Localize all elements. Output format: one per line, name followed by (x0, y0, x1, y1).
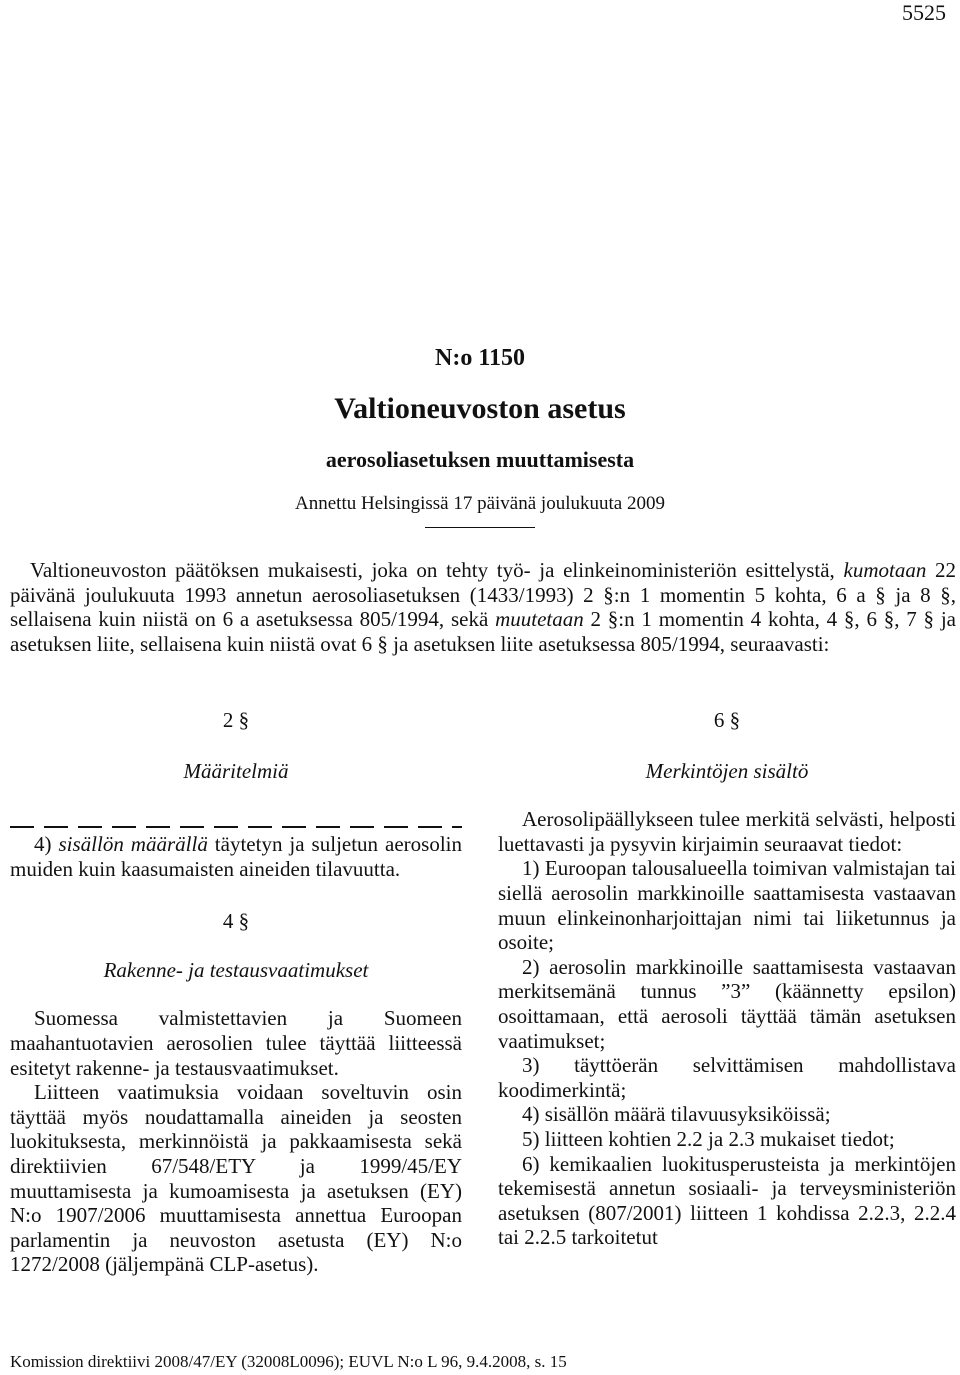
omission-dashes (10, 826, 462, 828)
preamble-muutetaan: muutetaan (495, 607, 584, 631)
section-4-title: Rakenne- ja testausvaatimukset (103, 957, 369, 982)
list-item: 2) aerosolin markkinoille saattamisesta vastaavan merkitsemänä tunnus ”3” (käännetty epsilon) osoittamaan, että aerosoli täyttää tämän asetuksen vaatimukset; (498, 954, 956, 1053)
preamble-intro: Valtioneuvoston päätöksen mukaisesti, joka on tehty työ- ja elinkeinoministeriön esittelystä, (30, 558, 835, 582)
preamble-repeal-text: 22 päivänä joulukuuta 1993 annetun aerosoliasetuksen (1433/1993) 2 §:n 1 momentin 5 kohta, 6 a § ja 8 §, sellaisena kuin niistä on 6 a asetuksessa 805/1994, sekä (10, 558, 957, 631)
right-column (498, 708, 956, 1250)
page-number: 5525 (902, 0, 946, 25)
section-6-number: 6 § (713, 708, 741, 732)
given-date: Annettu Helsingissä 17 päivänä joulukuuta 2009 (295, 493, 665, 514)
left-column (10, 708, 462, 783)
section-4-number: 4 § (222, 909, 250, 934)
title-divider (425, 527, 535, 528)
section-6-title: Merkintöjen sisältö (645, 758, 809, 783)
page-title: Valtioneuvoston asetus (334, 392, 626, 425)
section-4-paragraph-2: Liitteen vaatimuksia voidaan soveltuvin osin täyttää myös noudattamalla aineiden ja seosten luokituksesta, merkinnöistä ja pakkaamisesta sekä direktiivien 67/548/ETY ja 1999/45/EY muuttamisesta ja kumoamisesta ja asetuksen (EY) N:o 1907/2006 muuttamisesta annettua Euroopan parlamentin ja neuvoston asetusta (EY) N:o 1272/2008 (jäljempänä CLP-asetus). (10, 1080, 462, 1277)
section-4-paragraph-1: Suomessa valmistettavien ja Suomeen maahantuotavien aerosolien tulee täyttää liitteessä esitetyt rakenne- ja testausvaatimukset. (10, 1006, 462, 1080)
list-item: 6) kemikaalien luokitusperusteista ja merkintöjen tekemisestä annetun sosiaali- ja terveysministeriön asetuksen (807/2001) liitteen 1 kohdissa 2.2.3, 2.2.4 tai 2.2.5 tarkoitetut (498, 1151, 956, 1250)
section-2-title: Määritelmiä (183, 758, 289, 783)
section-2-number: 2 § (222, 708, 250, 732)
definition-item-4-term: sisällön määrällä (58, 832, 208, 856)
preamble-amend-text: 2 §:n 1 momentin 4 kohta, 4 §, 6 §, 7 § ja asetuksen liite, sellaisena kuin niistä ovat 6 § ja asetuksen liite asetuksessa 805/1994, seuraavasti: (10, 607, 956, 656)
definition-item-4-prefix: 4) (34, 832, 59, 856)
section-6-intro: Aerosolipäällykseen tulee merkitä selvästi, helposti luettavasti ja pysyvin kirjaimin seuraavat tiedot: (498, 807, 956, 856)
list-item: 1) Euroopan talousalueella toimivan valmistajan tai siellä aerosolin markkinoille saattamisesta vastaavan muun elinkeinonharjoittajan nimi tai liiketunnus ja osoite; (498, 856, 956, 955)
left-column-body (10, 832, 462, 1277)
statute-number: N:o 1150 (435, 345, 525, 371)
list-item: 4) sisällön määrä tilavuusyksiköissä; (522, 1102, 831, 1127)
preamble-kumotaan: kumotaan (843, 558, 927, 582)
footnote: Komission direktiivi 2008/47/EY (32008L0096); EUVL N:o L 96, 9.4.2008, s. 15 (10, 1352, 567, 1371)
definition-item-4 (10, 832, 462, 881)
list-item: 3) täyttöerän selvittämisen mahdollistava koodimerkintä; (498, 1053, 956, 1102)
preamble (10, 558, 956, 656)
list-item: 5) liitteen kohtien 2.2 ja 2.3 mukaiset tiedot; (522, 1126, 895, 1151)
preamble-text (10, 558, 956, 656)
definition-item-4-text: täytetyn ja suljetun aerosolin muiden kuin kaasumaisten aineiden tilavuutta. (10, 832, 463, 881)
page-subtitle: aerosoliasetuksen muuttamisesta (325, 447, 635, 472)
